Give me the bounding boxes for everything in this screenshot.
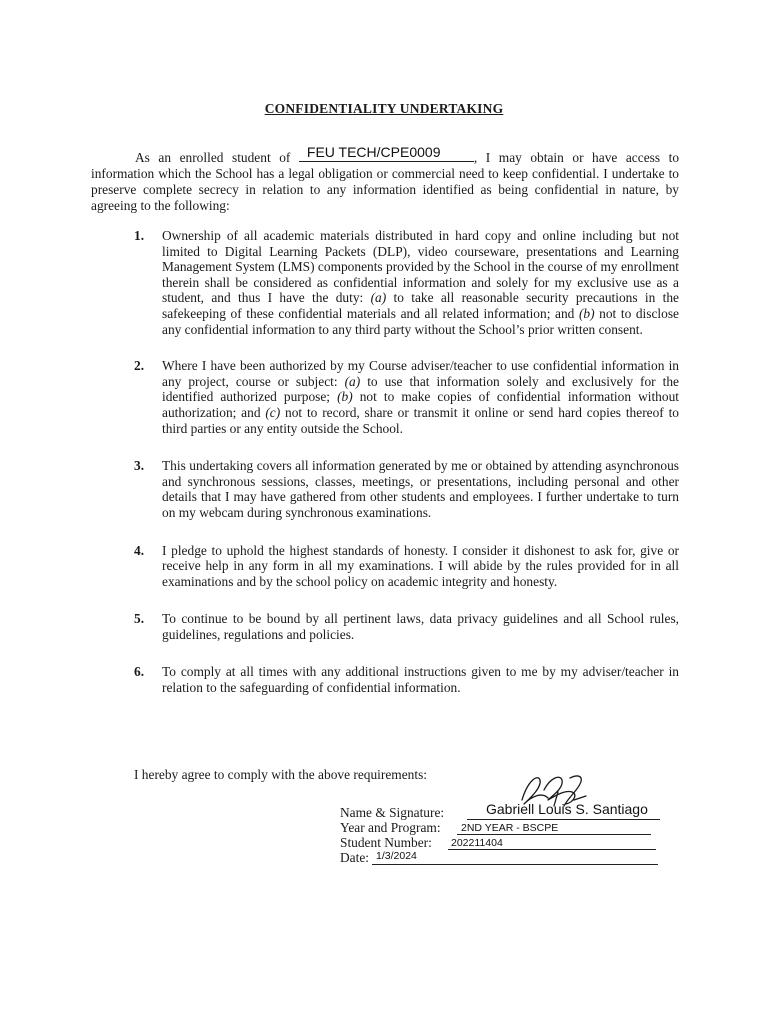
date-label: Date:: [340, 850, 369, 865]
item-number: 5.: [134, 611, 145, 627]
item-text: This undertaking covers all information generated by me or obtained by attending asynchronous and synchronous sessions, classes, meetings, or presentations, including personal and other details that I may have gathered from other students and employees. I further undertake to turn on my webcam during synchronous examinations.: [162, 458, 679, 520]
intro-paragraph: [91, 144, 680, 214]
item-text: I pledge to uphold the highest standards of honesty. I consider it dishonest to ask for, give or receive help in any form in all my examinations. I will abide by the rules provided for in all examinations and by the school policy on academic integrity and honesty.: [162, 542, 679, 589]
document-title: CONFIDENTIALITY UNDERTAKING: [264, 101, 504, 116]
year-program-label: Year and Program:: [340, 820, 441, 835]
list-item: [134, 664, 679, 695]
enrolled-student-of-value: FEU TECH/CPE0009: [306, 144, 441, 160]
item-text: To comply at all times with any additional instructions given to me by my adviser/teacher in relation to the safeguarding of confidential information.: [162, 664, 679, 696]
item-text: Where I have been authorized by my Course adviser/teacher to use confidential information in any project, course or subject: (a) to use that information solely and exclusively for the identified authorized purpose; (b) not to make copies of confidential information without authorization; and (c) not to record, share or transmit it online or send hard copies thereof to third parties or any entity outside the School.: [162, 358, 679, 436]
agreement-statement: I hereby agree to comply with the above requirements:: [134, 767, 427, 782]
item-number: 2.: [134, 358, 145, 374]
list-item: [134, 358, 679, 436]
name-signature-label: Name & Signature:: [340, 805, 445, 820]
list-item: [134, 228, 679, 337]
item-text: Ownership of all academic materials distributed in hard copy and online including but not limited to Digital Learning Packets (DLP), video courseware, presentations and Learning Management System (LMS) components provided by the School in the course of my enrollment therein shall be considered as confidential information and solely for my exclusive use as a student, and thus I have the duty: (a) to take all reasonable security precautions in the safekeeping of these confidential materials and all related information; and (b) not to disclose any confidential information to any third party without the School’s prior written consent.: [162, 228, 679, 337]
item-number: 6.: [134, 664, 145, 680]
student-number-value: 202211404: [451, 837, 503, 849]
name-signature-row: [340, 801, 670, 820]
undertaking-list: [134, 228, 679, 696]
signature-block: [340, 801, 670, 865]
item-text: To continue to be bound by all pertinent laws, data privacy guidelines and all School rules, guidelines, regulations and policies.: [162, 611, 679, 642]
year-program-row: [340, 820, 670, 835]
list-item: [134, 458, 679, 520]
intro-before-fill: As an enrolled student of: [135, 150, 299, 165]
item-number: 3.: [134, 458, 145, 474]
intro-after-fill: , I may obtain or have access to information which the School has a legal obligation or commercial need to keep confidential. I undertake to preserve complete secrecy in relation to any information identified as being confidential in nature, by agreeing to the following:: [91, 150, 680, 213]
name-signature-value: Gabriell Louis S. Santiago: [486, 801, 648, 817]
date-row: [340, 850, 670, 865]
student-number-row: [340, 835, 670, 850]
list-item: [134, 543, 679, 590]
enrolled-student-of-field: [299, 144, 474, 162]
student-number-label: Student Number:: [340, 835, 432, 850]
item-number: 1.: [134, 228, 145, 243]
list-item: [134, 611, 679, 642]
item-number: 4.: [134, 542, 145, 558]
date-value: 1/3/2024: [376, 850, 417, 862]
year-program-value: 2ND YEAR - BSCPE: [461, 822, 559, 834]
